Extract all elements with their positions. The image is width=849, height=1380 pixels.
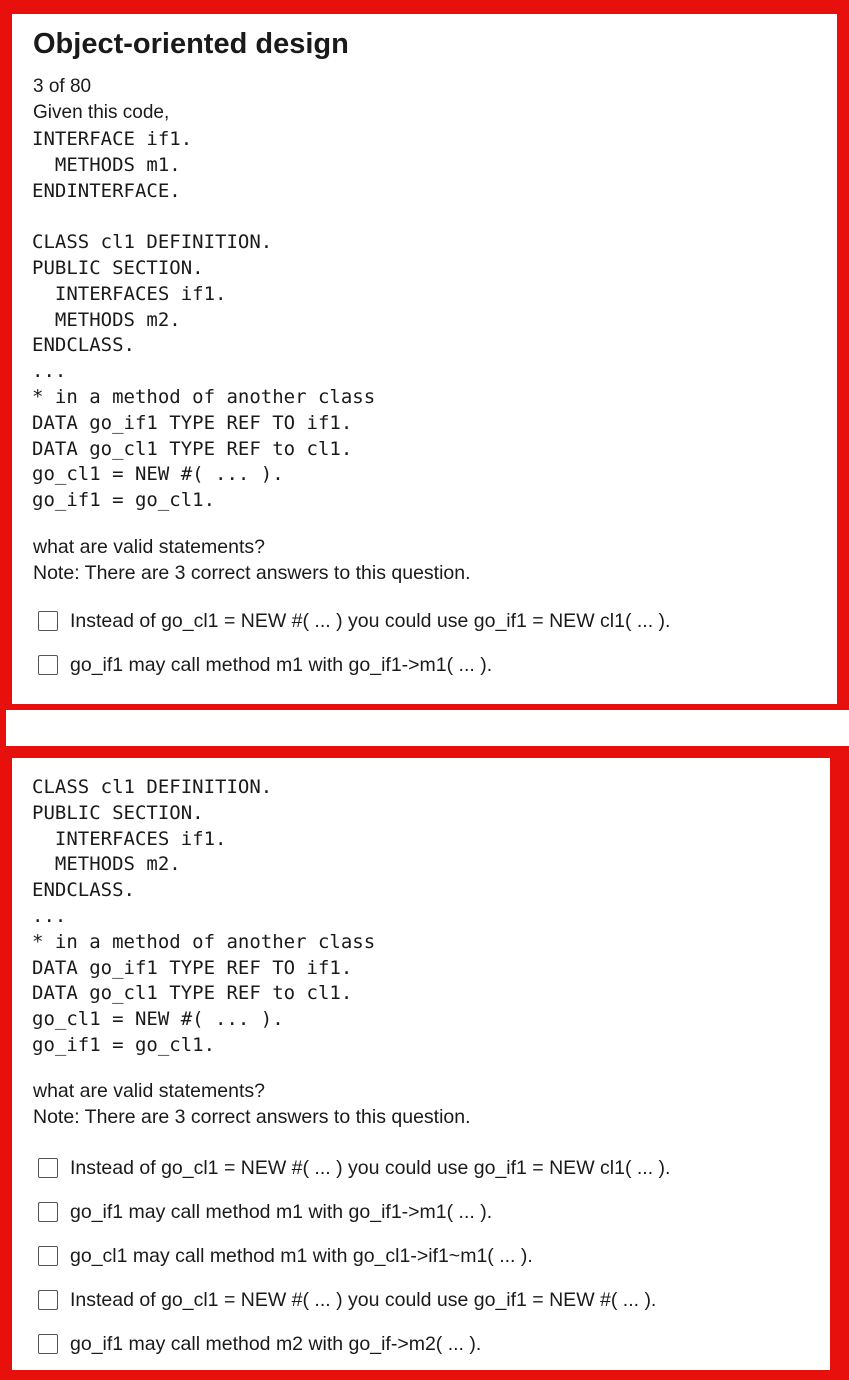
answer-option-label: go_if1 may call method m1 with go_if1->m1( ... ).: [70, 1200, 493, 1223]
answer-options: [38, 1146, 670, 1366]
answer-option-label: Instead of go_cl1 = NEW #( ... ) you could use go_if1 = NEW cl1( ... ).: [70, 609, 671, 632]
checkbox[interactable]: [38, 1158, 58, 1178]
answer-option[interactable]: [38, 1190, 670, 1234]
checkbox[interactable]: [38, 1246, 58, 1266]
checkbox[interactable]: [38, 1202, 58, 1222]
answer-option[interactable]: [38, 1146, 670, 1190]
separator: [6, 710, 849, 746]
answer-option[interactable]: [38, 1234, 670, 1278]
answer-option-label: go_if1 may call method m1 with go_if1->m1( ... ).: [70, 653, 493, 676]
question-text: what are valid statements?: [33, 536, 265, 558]
answer-option-label: go_cl1 may call method m1 with go_cl1->if1~m1( ... ).: [70, 1244, 533, 1267]
question-note: Note: There are 3 correct answers to this question.: [33, 1106, 471, 1128]
answer-option[interactable]: [38, 1278, 670, 1322]
answer-option[interactable]: [38, 599, 670, 643]
code-block: CLASS cl1 DEFINITION. PUBLIC SECTION. INTERFACES if1. METHODS m2. ENDCLASS. ... * in a method of another class DATA go_if1 TYPE REF TO if1. DATA go_cl1 TYPE REF to cl1. go_cl1 = NEW #( ... ). go_if1 = go_cl1.: [32, 776, 376, 1056]
page-title: Object-oriented design: [33, 28, 349, 60]
answer-option[interactable]: [38, 1322, 670, 1366]
answer-option-label: Instead of go_cl1 = NEW #( ... ) you could use go_if1 = NEW cl1( ... ).: [70, 1156, 671, 1179]
checkbox[interactable]: [38, 1290, 58, 1310]
answer-option-label: go_if1 may call method m2 with go_if->m2( ... ).: [70, 1332, 482, 1355]
question-intro: Given this code,: [33, 102, 170, 123]
question-panel-top: [12, 14, 837, 704]
checkbox[interactable]: [38, 611, 58, 631]
question-panel-bottom: [12, 758, 830, 1370]
checkbox[interactable]: [38, 655, 58, 675]
answer-option[interactable]: [38, 643, 670, 687]
question-counter: 3 of 80: [33, 76, 92, 97]
code-block: INTERFACE if1. METHODS m1. ENDINTERFACE. CLASS cl1 DEFINITION. PUBLIC SECTION. INTERFACES if1. METHODS m2. ENDCLASS. ... * in a method of another class DATA go_if1 TYPE REF TO if1. DATA go_cl1 TYPE REF to cl1. go_cl1 = NEW #( ... ). go_if1 = go_cl1.: [32, 128, 376, 512]
answer-option-label: Instead of go_cl1 = NEW #( ... ) you could use go_if1 = NEW #( ... ).: [70, 1288, 657, 1311]
checkbox[interactable]: [38, 1334, 58, 1354]
question-note: Note: There are 3 correct answers to this question.: [33, 562, 471, 584]
question-text: what are valid statements?: [33, 1080, 265, 1102]
answer-options: [38, 599, 670, 687]
